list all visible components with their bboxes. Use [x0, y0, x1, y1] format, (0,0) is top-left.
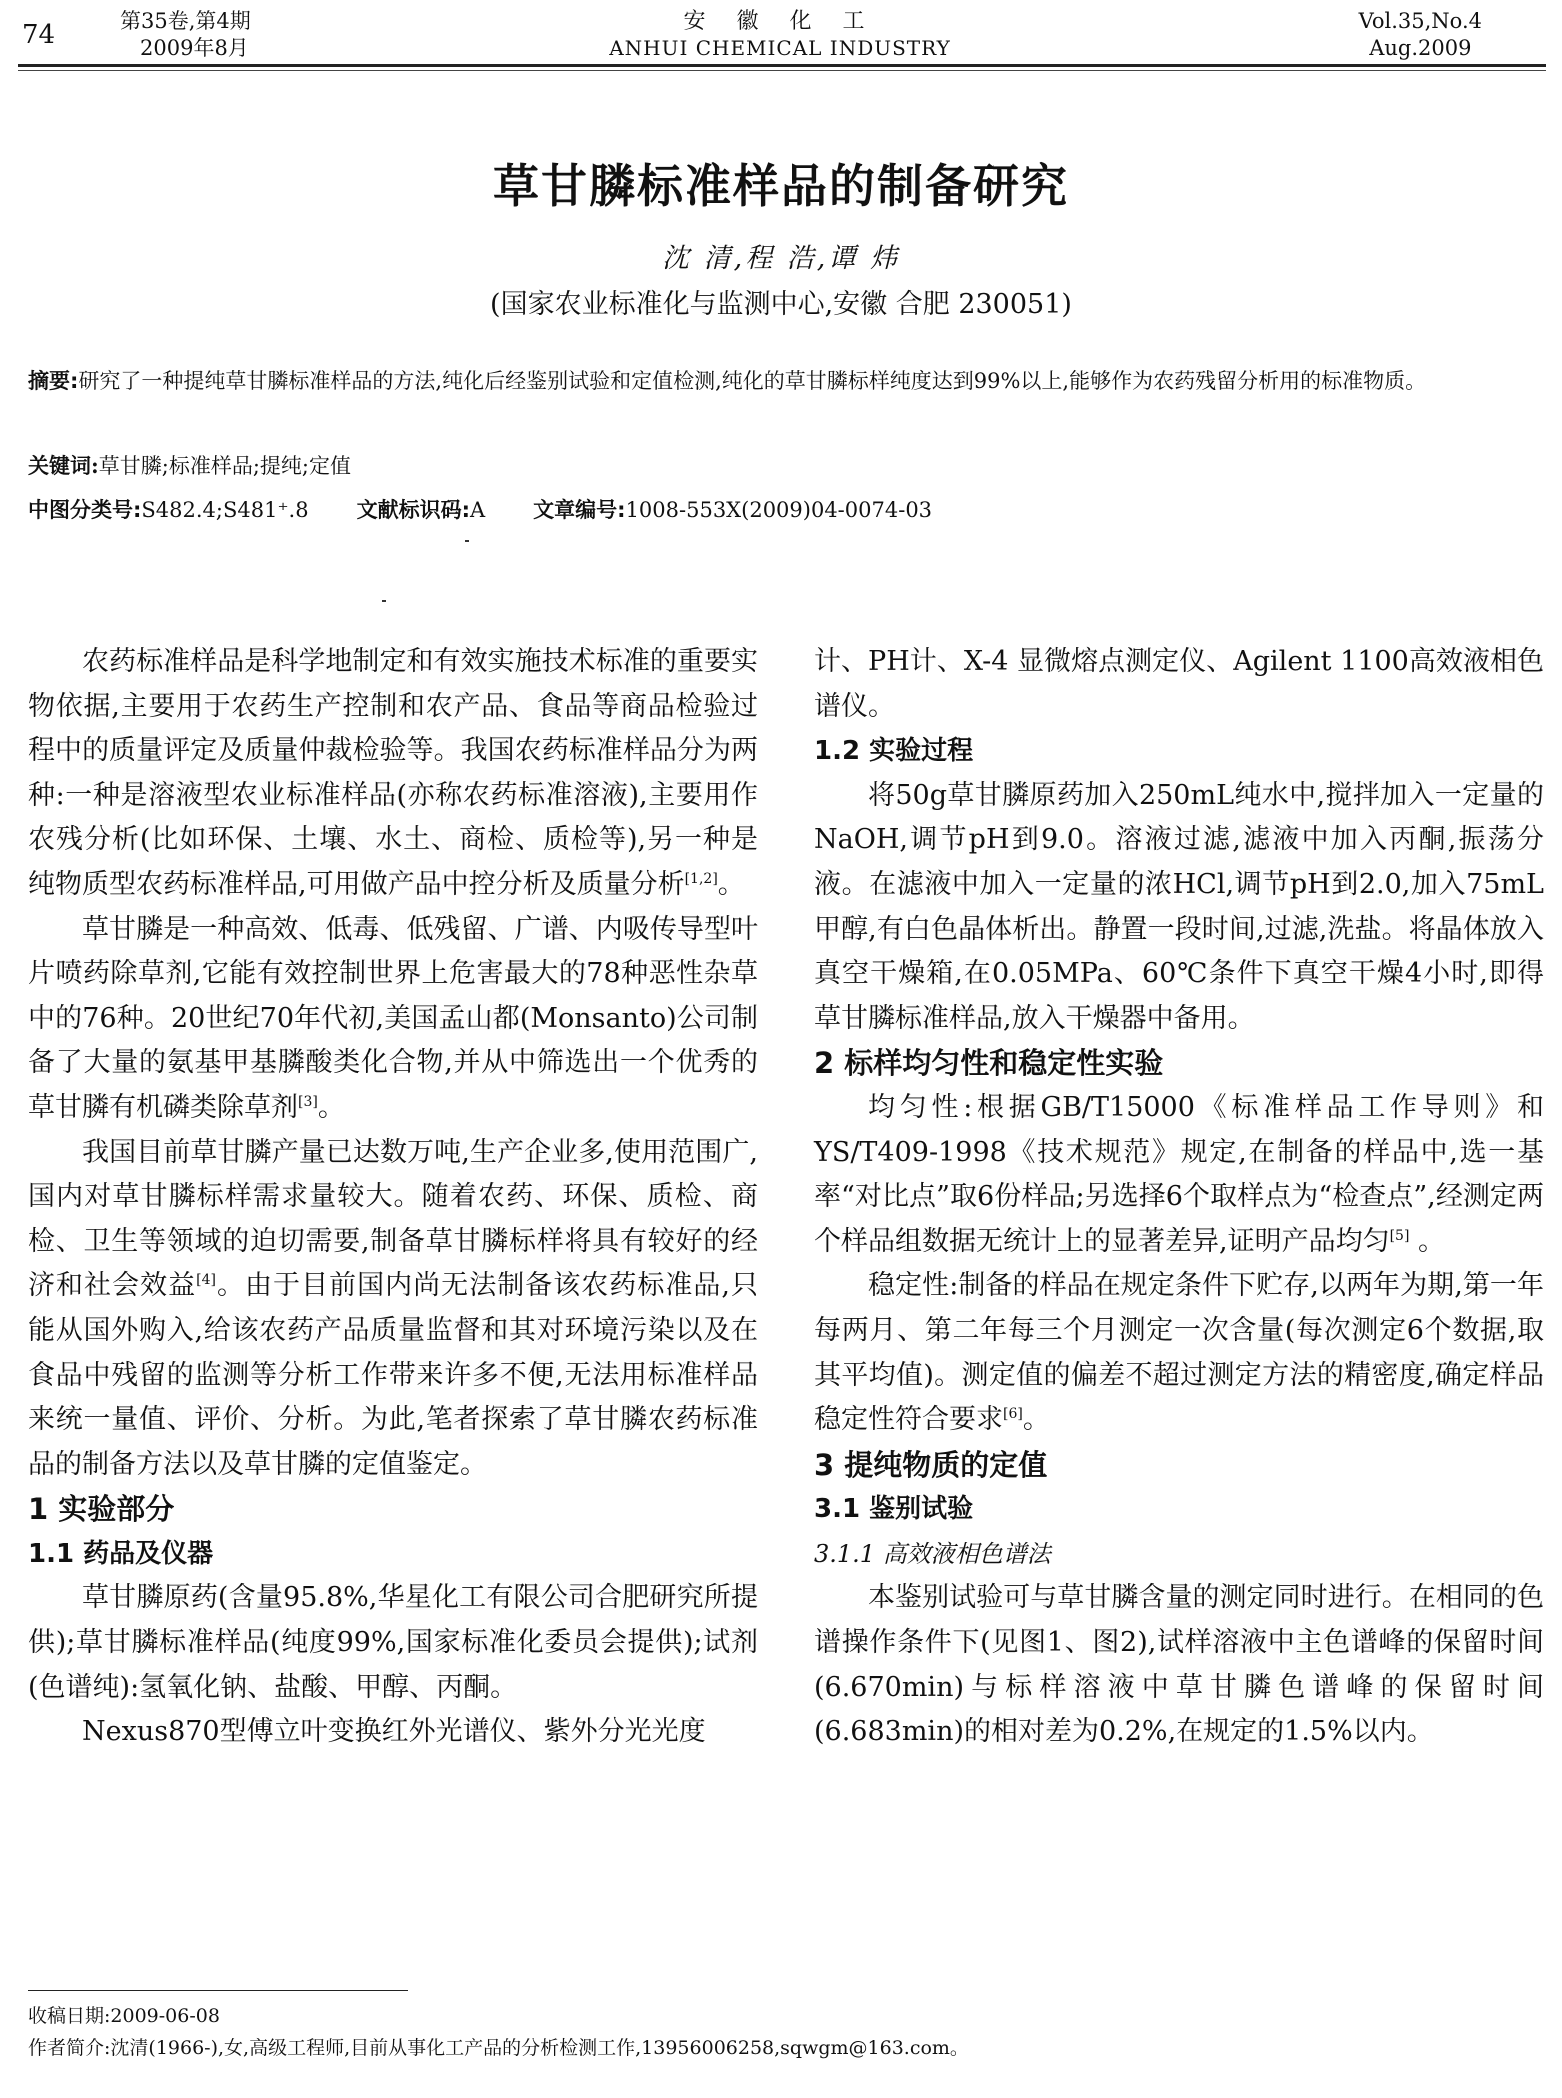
paragraph: 草甘膦原药(含量95.8%,华星化工有限公司合肥研究所提供);草甘膦标准样品(纯度99%,国家标准化委员会提供);试剂(色谱纯):氢氧化钠、盐酸、甲醇、丙酮。 — [28, 1582, 758, 1703]
scan-speck — [382, 600, 386, 602]
clc-value: S482.4;S481⁺.8 — [141, 498, 309, 522]
journal-name-en: ANHUI CHEMICAL INDUSTRY — [609, 36, 951, 60]
paragraph-text: 。由于目前国内尚无法制备该农药标准品,只能从国外购入,给该农药产品质量监督和其对环境污染以及在食品中残留的监测等分析工作带来许多不便,无法用标准样品来统一量值、评价、分析。为此,笔者探索了草甘膦农药标准品的制备方法以及草甘膦的定值鉴定。 — [28, 1270, 758, 1480]
paragraph: 本鉴别试验可与草甘膦含量的测定同时进行。在相同的色谱操作条件下(见图1、图2),试样溶液中主色谱峰的保留时间(6.670min)与标样溶液中草甘膦色谱峰的保留时间(6.683min)的相对差为0.2%,在规定的1.5%以内。 — [814, 1582, 1544, 1748]
article-title: 草甘膦标准样品的制备研究 — [493, 159, 1069, 213]
volume-en: Vol.35,No.4 — [1358, 9, 1482, 33]
date-cn: 2009年8月 — [140, 36, 249, 60]
keywords-text: 草甘膦;标准样品;提纯;定值 — [98, 454, 351, 478]
article-affiliation: (国家农业标准化与监测中心,安徽 合肥 230051) — [490, 289, 1072, 320]
paragraph-text: 稳定性:制备的样品在规定条件下贮存,以两年为期,第一年每两月、第二年每三个月测定一次含量(每次测定6个数据,取其平均值)。测定值的偏差不超过测定方法的精密度,确定样品稳定性符合要求 — [814, 1270, 1544, 1436]
footnote-rule — [28, 1990, 408, 1991]
subsection-heading: 1.2 实验过程 — [814, 736, 974, 767]
paragraph-text: 我国目前草甘膦产量已达数万吨,生产企业多,使用范围广,国内对草甘膦标样需求量较大。随着农药、环保、质检、商检、卫生等领域的迫切需要,制备草甘膦标样将具有较好的经济和社会效益 — [28, 1136, 758, 1302]
subsection-heading: 1.1 药品及仪器 — [28, 1538, 214, 1569]
doc-code-label: 文献标识码: — [356, 498, 470, 522]
journal-name — [560, 8, 1000, 62]
citation: [6] — [1003, 1406, 1023, 1423]
paragraph — [28, 908, 758, 1131]
issue-info-cn — [120, 8, 251, 62]
subsection-heading: 3.1 鉴别试验 — [814, 1494, 974, 1525]
citation: [5] — [1389, 1227, 1410, 1244]
author-bio: 作者简介:沈清(1966-),女,高级工程师,目前从事化工产品的分析检测工作,13956006258,sqwgm@163.com。 — [28, 2037, 969, 2059]
section-heading: 3 提纯物质的定值 — [814, 1447, 1048, 1482]
paragraph-text: 。 — [1409, 1225, 1446, 1257]
paragraph-text: 均匀性:根据GB/T15000《标准样品工作导则》和YS/T409-1998《技术规范》规定,在制备的样品中,选一基率“对比点”取6份样品;另选择6个取样点为“检查点”,经测定两个样品组数据无统计上的显著差异,证明产品均匀 — [814, 1091, 1544, 1257]
citation: [3] — [298, 1093, 318, 1110]
received-date: 收稿日期:2009-06-08 — [28, 2005, 220, 2027]
keywords — [28, 450, 351, 480]
section-heading: 2 标样均匀性和稳定性实验 — [814, 1046, 1164, 1081]
section-heading: 1 实验部分 — [28, 1492, 175, 1527]
paragraph-text: 。 — [717, 868, 745, 900]
abstract-text: 研究了一种提纯草甘膦标准样品的方法,纯化后经鉴别试验和定值检测,纯化的草甘膦标样纯度达到99%以上,能够作为农药残留分析用的标准物质。 — [78, 369, 1427, 393]
body-left-column — [28, 640, 758, 1755]
subsubsection-heading: 3.1.1 高效液相色谱法 — [814, 1539, 1051, 1568]
article-id-value: 1008-553X(2009)04-0074-03 — [625, 498, 933, 522]
paragraph-text: 农药标准样品是科学地制定和有效实施技术标准的重要实物依据,主要用于农药生产控制和农产品、食品等商品检验过程中的质量评定及质量仲裁检验等。我国农药标准样品分为两种:一种是溶液型农业标准样品(亦称农药标准溶液),主要用作农残分析(比如环保、土壤、水土、商检、质检等),另一种是纯物质型农药标准样品,可用做产品中控分析及质量分析 — [28, 646, 758, 900]
citation: [4] — [196, 1272, 216, 1289]
article-authors: 沈 清,程 浩,谭 炜 — [662, 243, 900, 274]
paragraph — [28, 640, 758, 908]
classification-line — [28, 494, 932, 524]
article-id-label: 文章编号: — [533, 498, 626, 522]
paragraph — [814, 1264, 1544, 1442]
volume-cn: 第35卷,第4期 — [120, 9, 251, 33]
keywords-label: 关键词: — [28, 453, 99, 478]
paragraph-text: 草甘膦是一种高效、低毒、低残留、广谱、内吸传导型叶片喷药除草剂,它能有效控制世界上危害最大的78种恶性杂草中的76种。20世纪70年代初,美国孟山都(Monsanto)公司制备了大量的氨基甲基膦酸类化合物,并从中筛选出一个优秀的草甘膦有机磷类除草剂 — [28, 913, 758, 1123]
issue-info-en — [1359, 8, 1482, 62]
paragraph — [28, 1131, 758, 1488]
body-right-column — [814, 640, 1544, 1755]
paragraph — [814, 1086, 1544, 1264]
clc-label: 中图分类号: — [28, 498, 142, 522]
paragraph: 将50g草甘膦原药加入250mL纯水中,搅拌加入一定量的NaOH,调节pH到9.0。溶液过滤,滤液中加入丙酮,振荡分液。在滤液中加入一定量的浓HCl,调节pH到2.0,加入75mL甲醇,有白色晶体析出。静置一段时间,过滤,洗盐。将晶体放入真空干燥箱,在0.05MPa、60℃条件下真空干燥4小时,即得草甘膦标准样品,放入干燥器中备用。 — [814, 779, 1544, 1034]
scan-speck — [465, 540, 469, 542]
paragraph: 计、PH计、X-4 显微熔点测定仪、Agilent 1100高效液相色谱仪。 — [814, 646, 1544, 722]
header-rule — [18, 64, 1546, 67]
footnote — [28, 2000, 969, 2064]
journal-name-cn: 安 徽 化 工 — [683, 9, 877, 34]
paragraph-text: 。 — [1022, 1404, 1050, 1436]
page-number: 74 — [22, 20, 56, 50]
citation: [1,2] — [684, 870, 718, 887]
paragraph: Nexus870型傅立叶变换红外光谱仪、紫外分光光度 — [82, 1716, 706, 1748]
header-rule-thin — [18, 70, 1546, 71]
date-en: Aug.2009 — [1369, 36, 1472, 60]
doc-code-value: A — [469, 498, 486, 522]
abstract-label: 摘要: — [28, 369, 79, 393]
abstract — [28, 362, 1538, 400]
paragraph-text: 。 — [317, 1091, 345, 1123]
